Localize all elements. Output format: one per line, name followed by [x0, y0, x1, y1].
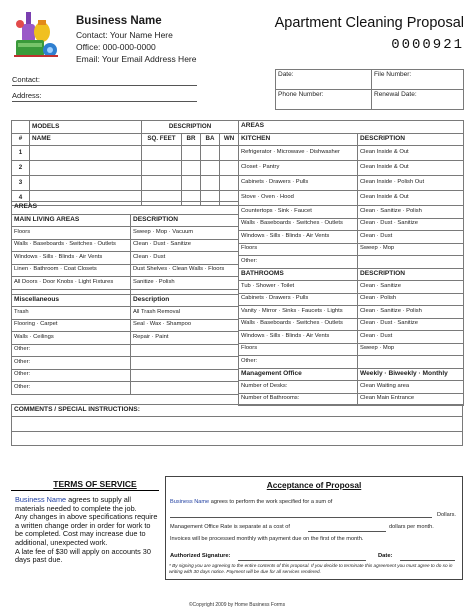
misc-other-desc[interactable]: [131, 382, 239, 395]
office-desc: Clean Waiting area: [358, 381, 464, 394]
kitchen-item: Closet · Pantry: [239, 161, 358, 176]
misc-other-desc[interactable]: [131, 357, 239, 370]
bath-desc: Clean · Sanitize · Polish: [358, 306, 464, 319]
models-desc-section: DESCRIPTION: [142, 121, 239, 134]
area-desc: Clean · Dust · Sanitize: [131, 239, 239, 252]
model-row-number: 1: [12, 146, 30, 161]
invoice-text: Invoices will be processed monthly with payment due on the first of the month.: [170, 536, 364, 542]
misc-other-desc[interactable]: [131, 344, 239, 357]
area-item: Walls · Baseboards · Switches · Outlets: [239, 218, 358, 231]
area-item: Windows · Sills · Blinds · Air Vents: [12, 252, 131, 265]
kitchen-desc: Clean Inside & Out: [358, 146, 464, 161]
misc-header: Miscellaneous: [12, 294, 131, 307]
bath-desc: Clean · Polish: [358, 293, 464, 306]
area-desc: Dust Shelves · Clean Walls · Floors: [131, 264, 239, 277]
bath-desc: Sweep · Mop: [358, 343, 464, 356]
bath-desc: Clean · Dust · Sanitize: [358, 318, 464, 331]
model-sqft-cell[interactable]: [142, 146, 182, 161]
model-wn-cell[interactable]: [220, 146, 239, 161]
kitchen-item: Countertops · Sink · Faucet: [239, 206, 358, 219]
rate-label: Management Office Rate is separate at a cost of: [170, 524, 290, 530]
terms-rule: [11, 490, 159, 491]
rate-field[interactable]: [308, 531, 386, 532]
email-line: Email: Your Email Address Here: [76, 54, 197, 64]
misc-other[interactable]: Other:: [12, 357, 131, 370]
area-desc: Clean · Dust: [358, 231, 464, 244]
bath-other-desc[interactable]: [358, 356, 464, 369]
misc-item: Walls · Ceilings: [12, 332, 131, 345]
misc-item: Trash: [12, 307, 131, 320]
kitchen-desc: Clean Inside & Out: [358, 161, 464, 176]
acceptance-sum-text: agrees to perform the work specified for a sum of: [209, 499, 333, 505]
bath-other[interactable]: Other:: [239, 356, 358, 369]
main-living-desc-header: DESCRIPTION: [131, 214, 239, 227]
model-br-cell[interactable]: [182, 161, 201, 176]
model-wn-cell[interactable]: [220, 176, 239, 191]
model-name-cell[interactable]: [30, 161, 142, 176]
model-wn-cell[interactable]: [220, 161, 239, 176]
file-number-field[interactable]: File Number:: [372, 70, 464, 90]
areas-label: AREAS: [12, 202, 239, 215]
date-field[interactable]: Date:: [276, 70, 372, 90]
rate-suffix: dollars per month.: [389, 524, 434, 530]
dollars-label: Dollars.: [437, 512, 456, 518]
details-table: [275, 69, 464, 110]
terms-body: [15, 496, 159, 565]
col-sqft: SQ. FEET: [142, 133, 182, 146]
model-row-number: 4: [12, 191, 30, 206]
phone-field[interactable]: Phone Number:: [276, 90, 372, 110]
area-desc: Sweep · Mop · Vacuum: [131, 227, 239, 240]
comments-table: [11, 404, 463, 446]
acceptance-business-name: Business Name: [170, 499, 210, 505]
model-sqft-cell[interactable]: [142, 161, 182, 176]
kitchen-desc: Clean Inside & Out: [358, 191, 464, 206]
contact-line: Contact: Your Name Here: [76, 30, 173, 40]
bath-item: Walls · Baseboards · Switches · Outlets: [239, 318, 358, 331]
main-living-header: MAIN LIVING AREAS: [12, 214, 131, 227]
business-name: Business Name: [76, 15, 162, 27]
areas-right-label: AREAS: [239, 121, 464, 134]
page-title: Apartment Cleaning Proposal: [274, 15, 464, 31]
misc-other-desc[interactable]: [131, 369, 239, 382]
model-ba-cell[interactable]: [201, 161, 220, 176]
area-item: Walls · Baseboards · Switches · Outlets: [12, 239, 131, 252]
bathrooms-header: BATHROOMS: [239, 268, 358, 281]
acceptance-line-1: [170, 499, 460, 506]
office-item[interactable]: Number of Desks:: [239, 381, 358, 394]
bath-item: Floors: [239, 343, 358, 356]
cleaning-supplies-logo: [12, 10, 60, 62]
renewal-date-field[interactable]: Renewal Date:: [372, 90, 464, 110]
client-contact-label: Contact:: [12, 75, 40, 84]
kitchen-desc: Clean Inside · Polish Out: [358, 176, 464, 191]
signature-field[interactable]: [238, 560, 366, 561]
model-br-cell[interactable]: [182, 146, 201, 161]
models-section: MODELS: [30, 121, 142, 134]
bath-item: Cabinets · Drawers · Pulls: [239, 293, 358, 306]
office-header: Management Office: [239, 368, 358, 381]
kitchen-desc-header: DESCRIPTION: [358, 133, 464, 146]
misc-other[interactable]: Other:: [12, 344, 131, 357]
model-br-cell[interactable]: [182, 176, 201, 191]
terms-business-name: Business Name: [15, 495, 67, 504]
area-other[interactable]: Other:: [239, 256, 358, 269]
office-line: Office: 000-000-0000: [76, 42, 156, 52]
client-contact-field[interactable]: [12, 85, 197, 86]
misc-desc-header: Description: [131, 294, 239, 307]
kitchen-item: Refrigerator · Microwave · Dishwasher: [239, 146, 358, 161]
area-desc: Clean · Dust: [131, 252, 239, 265]
signature-label: Authorized Signature:: [170, 553, 231, 559]
misc-desc: All Trash Removal: [131, 307, 239, 320]
area-item: All Doors · Door Knobs · Light Fixtures: [12, 277, 131, 290]
misc-desc: Repair · Paint: [131, 332, 239, 345]
misc-desc: Seal · Wax · Shampoo: [131, 319, 239, 332]
area-desc: Sweep · Mop: [358, 243, 464, 256]
terms-line-2: Any changes in above specifications require a written change order in order for work to be completed. Cost may increase due to additional, unexpected work.: [15, 512, 158, 547]
bathrooms-desc-header: DESCRIPTION: [358, 268, 464, 281]
col-wn: WN: [220, 133, 239, 146]
main-living-table: [11, 201, 239, 395]
area-item: Windows · Sills · Blinds · Air Vents: [239, 231, 358, 244]
copyright: ©Copyright 2009 by Home Business Forms: [188, 602, 286, 608]
comments-line[interactable]: [12, 417, 463, 432]
area-item: Floors: [239, 243, 358, 256]
bath-desc: Clean · Dust: [358, 331, 464, 344]
terms-line-3: A late fee of $30 will apply on accounts 30 days past due.: [15, 546, 151, 565]
office-frequency: Weekly · Biweekly · Monthly: [358, 368, 464, 381]
area-item: Linen · Bathroom · Coat Closets: [12, 264, 131, 277]
kitchen-item: Stove · Oven · Hood: [239, 191, 358, 206]
comments-line[interactable]: [12, 432, 463, 446]
col-br: BR: [182, 133, 201, 146]
model-row-number: 2: [12, 161, 30, 176]
office-item[interactable]: Number of Bathrooms:: [239, 393, 358, 406]
kitchen-header: KITCHEN: [239, 133, 358, 146]
client-address-label: Address:: [12, 91, 42, 100]
area-item: Floors: [12, 227, 131, 240]
kitchen-desc: Clean · Sanitize · Polish: [358, 206, 464, 219]
bath-item: Windows · Sills · Blinds · Air Vents: [239, 331, 358, 344]
signature-date-field[interactable]: [400, 560, 455, 561]
col-ba: BA: [201, 133, 220, 146]
model-sqft-cell[interactable]: [142, 176, 182, 191]
area-desc: Sanitize · Polish: [131, 277, 239, 290]
models-table: [11, 120, 239, 206]
model-name-cell[interactable]: [30, 176, 142, 191]
col-number: #: [12, 133, 30, 146]
misc-other[interactable]: Other:: [12, 369, 131, 382]
misc-other[interactable]: Other:: [12, 382, 131, 395]
office-desc: Clean Main Entrance: [358, 393, 464, 406]
proposal-number: 0000921: [391, 37, 464, 53]
area-desc: Clean · Dust · Sanitize: [358, 218, 464, 231]
col-name: NAME: [30, 133, 142, 146]
model-ba-cell[interactable]: [201, 176, 220, 191]
bath-item: Vanity · Mirror · Sinks · Faucets · Lights: [239, 306, 358, 319]
kitchen-item: Cabinets · Drawers · Pulls: [239, 176, 358, 191]
area-other-desc[interactable]: [358, 256, 464, 269]
model-row-number: 3: [12, 176, 30, 191]
sum-field[interactable]: [170, 517, 432, 518]
client-address-field[interactable]: [12, 101, 197, 102]
acceptance-note: * By signing you are agreeing to the entire contents of this proposal. If you decide to terminate this agreement you must agree to do so in writing with 30 days notice. Payment will be due for all services rendered.: [169, 563, 453, 574]
bath-item: Tub · Shower · Toilet: [239, 281, 358, 294]
comments-label: COMMENTS / SPECIAL INSTRUCTIONS:: [12, 405, 463, 417]
acceptance-title: Acceptance of Proposal: [266, 480, 362, 490]
bath-desc: Clean · Sanitize: [358, 281, 464, 294]
signature-date-label: Date:: [378, 553, 393, 559]
misc-item: Flooring · Carpet: [12, 319, 131, 332]
terms-line-1: agrees to supply all materials needed to complete the job.: [15, 495, 137, 513]
model-ba-cell[interactable]: [201, 146, 220, 161]
model-name-cell[interactable]: [30, 146, 142, 161]
kitchen-bath-table: [238, 120, 464, 406]
terms-title: TERMS OF SERVICE: [53, 479, 137, 489]
